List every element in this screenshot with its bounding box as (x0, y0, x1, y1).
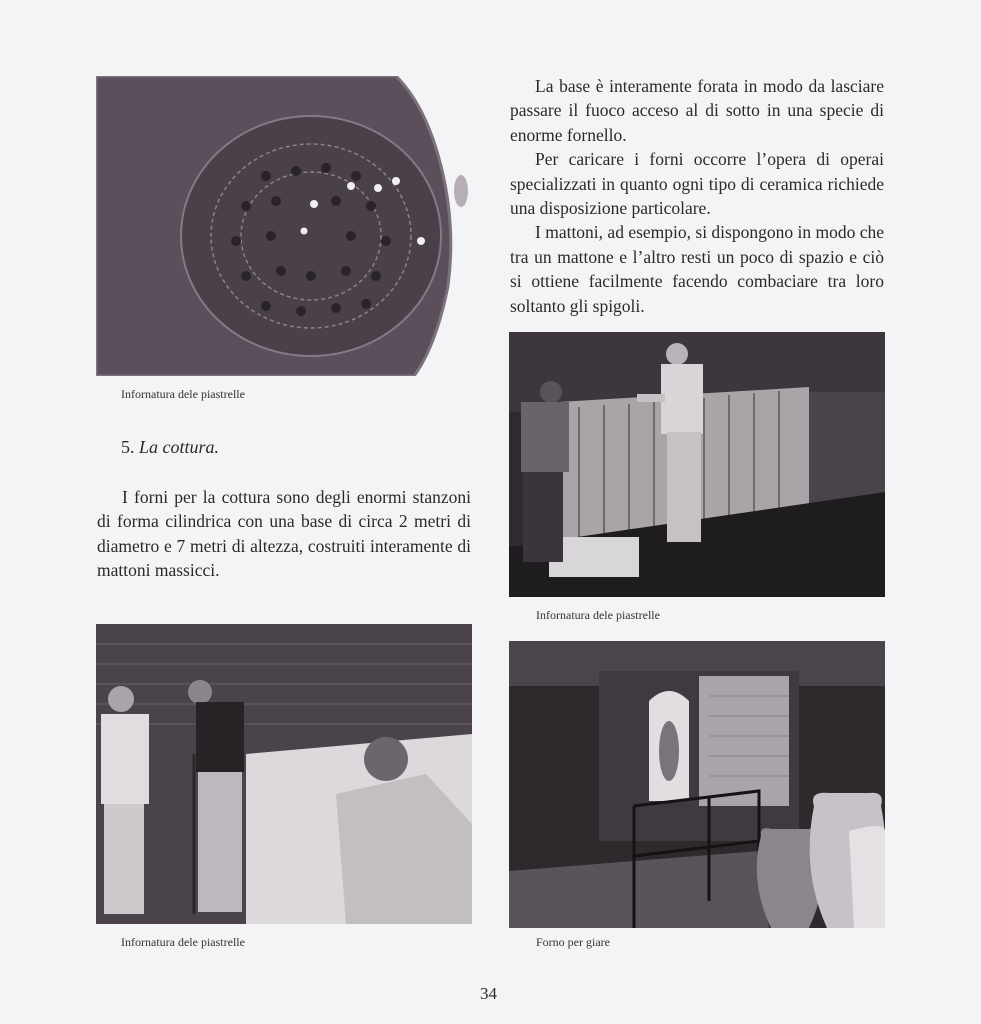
right-text-block (510, 74, 884, 318)
photo-kiln-workers (96, 624, 472, 924)
right-paragraph-2: Per caricare i forni occorre l’opera di operai specializzati in quanto ogni tipo di ceramica richiede una disposizione particolare. (510, 149, 884, 219)
photo-loading-tiles (509, 332, 885, 597)
photo3-caption: Infornatura dele piastrelle (121, 935, 245, 949)
left-paragraph: I forni per la cottura sono degli enormi stanzoni di forma cilindrica con una base di circa 2 metri di diametro e 7 metri di altezza, costruiti interamente di mattoni massicci. (97, 487, 471, 581)
page-number: 34 (480, 984, 497, 1003)
section-number: 5. (121, 437, 135, 457)
section-heading (121, 436, 219, 458)
section-title: La cottura. (139, 437, 220, 457)
right-paragraph-3: I mattoni, ad esempio, si dispongono in modo che tra un mattone e l’altro resti un poco di spazio e ciò si ottiene facilmente facendo combaciare tra loro soltanto gli spigoli. (510, 222, 884, 316)
photo-kiln-floor (96, 76, 468, 376)
right-paragraph-1: La base è interamente forata in modo da lasciare passare il fuoco acceso al di sotto in una specie di enorme fornello. (510, 76, 884, 145)
photo4-caption: Forno per giare (536, 935, 610, 949)
photo-jar-kiln (509, 641, 885, 928)
photo1-caption: Infornatura dele piastrelle (121, 387, 245, 401)
left-text-block (97, 485, 471, 583)
photo2-caption: Infornatura dele piastrelle (536, 608, 660, 622)
